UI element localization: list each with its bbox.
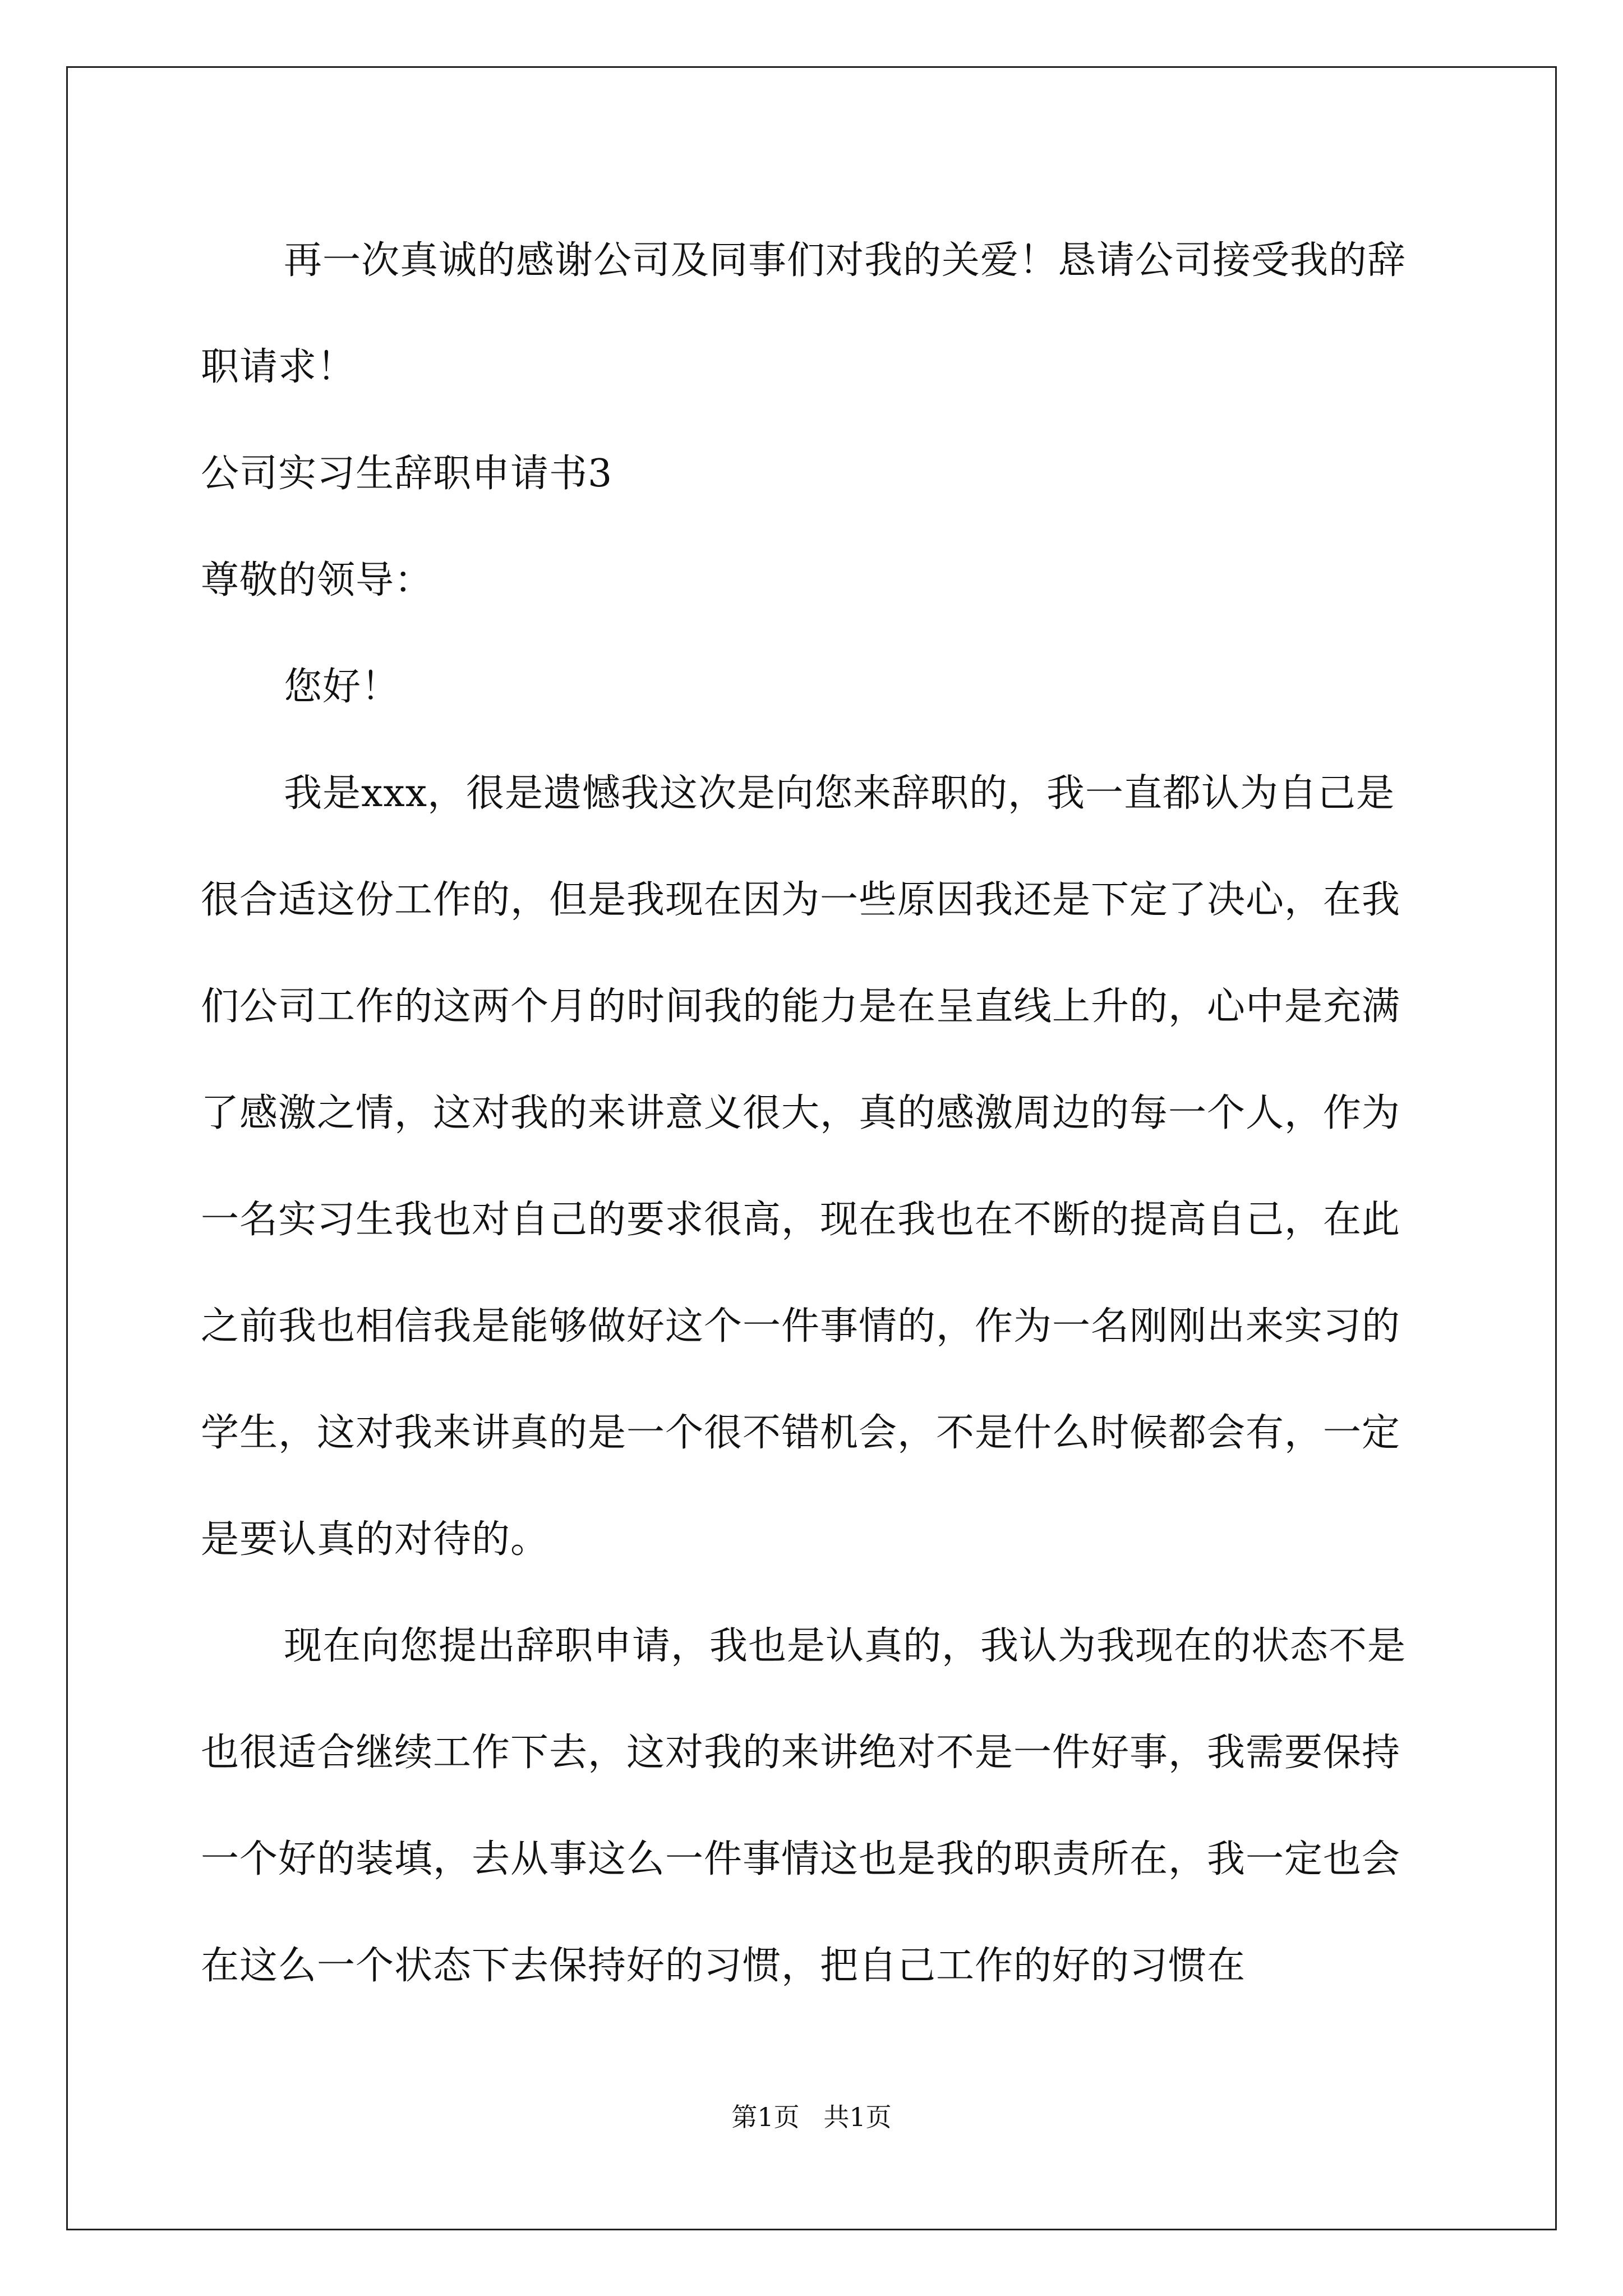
- page-footer: [0, 2097, 1623, 2134]
- greeting: 您好！: [284, 665, 400, 709]
- document-title: 公司实习生辞职申请书3: [201, 452, 613, 496]
- page-total: 共1页: [823, 2102, 892, 2132]
- paragraph-body-2: 现在向您提出辞职申请，我也是认真的，我认为我现在的状态不是也很适合继续工作下去，这对我的来讲绝对不是一件好事，我需要保持一个好的装填，去从事这么一件事情这也是我的职责所在，我一定也会在这么一个状态下去保持好的习惯，把自己工作的好的习惯在: [201, 1624, 1407, 1988]
- document-body: [201, 208, 1429, 2019]
- paragraph-thanks: 再一次真诚的感谢公司及同事们对我的关爱！恳请公司接受我的辞职请求！: [201, 238, 1407, 389]
- paragraph-body-1: 我是xxx，很是遗憾我这次是向您来辞职的，我一直都认为自己是很合适这份工作的，但是我现在因为一些原因我还是下定了决心，在我们公司工作的这两个月的时间我的能力是在呈直线上升的，心中是充满了感激之情，这对我的来讲意义很大，真的感激周边的每一个人，作为一名实习生我也对自己的要求很高，现在我也在不断的提高自己，在此之前我也相信我是能够做好这个一件事情的，作为一名刚刚出来实习的学生，这对我来讲真的是一个很不错机会，不是什么时候都会有，一定是要认真的对待的。: [201, 771, 1401, 1562]
- page-number: 第1页: [731, 2102, 800, 2132]
- salutation: 尊敬的领导：: [201, 558, 434, 602]
